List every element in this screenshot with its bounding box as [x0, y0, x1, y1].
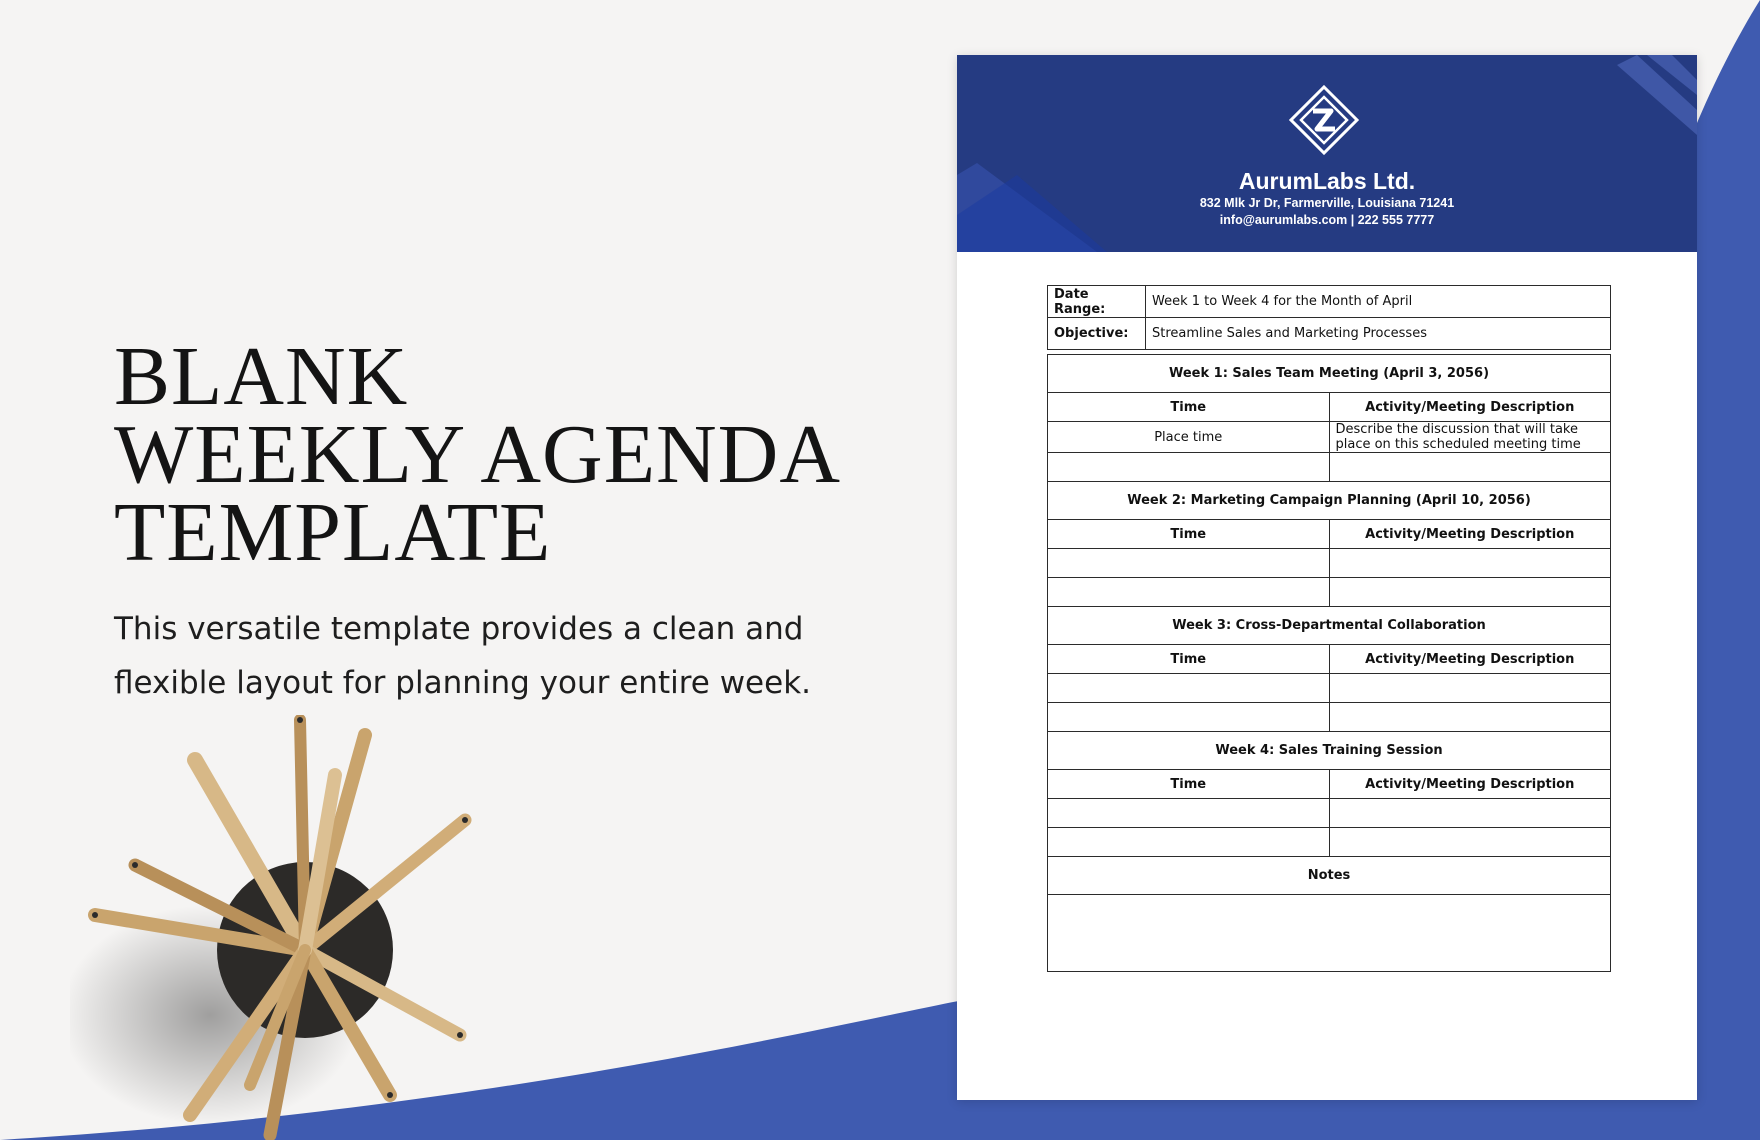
- notes-field: [1048, 895, 1611, 972]
- week-4-column-header: [1048, 770, 1611, 799]
- activity-cell[interactable]: [1329, 703, 1611, 732]
- activity-cell[interactable]: [1329, 549, 1611, 578]
- time-cell[interactable]: [1048, 578, 1330, 607]
- week-3-column-header: [1048, 645, 1611, 674]
- activity-column-header: Activity/Meeting Description: [1329, 520, 1611, 549]
- time-column-header: Time: [1048, 645, 1330, 674]
- hero-title-line-1: BLANK: [114, 330, 409, 423]
- document-header: [957, 55, 1697, 252]
- week-title: Week 4: Sales Training Session: [1048, 732, 1611, 770]
- table-row: [1048, 674, 1611, 703]
- week-2-column-header: [1048, 520, 1611, 549]
- time-cell[interactable]: [1048, 549, 1330, 578]
- week-1-title-row: [1048, 355, 1611, 393]
- time-column-header: Time: [1048, 393, 1330, 422]
- hero-title-line-3: TEMPLATE: [114, 486, 552, 579]
- week-title: Week 1: Sales Team Meeting (April 3, 2056): [1048, 355, 1611, 393]
- date-range-value: Week 1 to Week 4 for the Month of April: [1146, 286, 1611, 318]
- week-3-title-row: [1048, 607, 1611, 645]
- week-2-title-row: [1048, 482, 1611, 520]
- time-column-header: Time: [1048, 770, 1330, 799]
- pencil-cup-image: [70, 715, 490, 1140]
- hero: [114, 330, 874, 710]
- activity-column-header: Activity/Meeting Description: [1329, 770, 1611, 799]
- table-row: [1048, 549, 1611, 578]
- activity-cell[interactable]: [1329, 828, 1611, 857]
- time-cell[interactable]: [1048, 799, 1330, 828]
- table-row: [1048, 828, 1611, 857]
- company-info: [957, 167, 1697, 229]
- notes-label: Notes: [1048, 857, 1611, 895]
- time-column-header: Time: [1048, 520, 1330, 549]
- date-range-row: [1048, 286, 1611, 318]
- activity-cell[interactable]: [1329, 799, 1611, 828]
- objective-label: Objective:: [1048, 318, 1146, 350]
- company-address: 832 Mlk Jr Dr, Farmerville, Louisiana 71241: [1199, 196, 1455, 210]
- table-row: [1048, 799, 1611, 828]
- objective-row: [1048, 318, 1611, 350]
- company-name: AurumLabs Ltd.: [1238, 168, 1416, 194]
- objective-value: Streamline Sales and Marketing Processes: [1146, 318, 1611, 350]
- notes-header-row: [1048, 857, 1611, 895]
- table-row: [1048, 453, 1611, 482]
- activity-cell[interactable]: [1329, 453, 1611, 482]
- agenda-tables: [1047, 285, 1611, 972]
- week-title: Week 3: Cross-Departmental Collaboration: [1048, 607, 1611, 645]
- date-range-label: Date Range:: [1048, 286, 1146, 318]
- notes-row: [1048, 895, 1611, 972]
- week-4-title-row: [1048, 732, 1611, 770]
- time-cell[interactable]: [1048, 453, 1330, 482]
- agenda-document: [957, 55, 1697, 1100]
- table-row: [1048, 703, 1611, 732]
- week-1-column-header: [1048, 393, 1611, 422]
- time-cell[interactable]: [1048, 703, 1330, 732]
- hero-subtitle: This versatile template provides a clean and flexible layout for planning your entire week.: [114, 611, 812, 701]
- time-cell[interactable]: Place time: [1048, 422, 1330, 453]
- hero-title-line-2: WEEKLY AGENDA: [114, 408, 841, 501]
- activity-cell[interactable]: Describe the discussion that will take place on this scheduled meeting time: [1329, 422, 1611, 453]
- hero-title: [114, 330, 874, 579]
- time-cell[interactable]: [1048, 828, 1330, 857]
- table-row: [1048, 422, 1611, 453]
- weekly-schedule-table: [1047, 354, 1611, 972]
- activity-cell[interactable]: [1329, 674, 1611, 703]
- week-title: Week 2: Marketing Campaign Planning (April 10, 2056): [1048, 482, 1611, 520]
- table-row: [1048, 578, 1611, 607]
- time-cell[interactable]: [1048, 674, 1330, 703]
- activity-column-header: Activity/Meeting Description: [1329, 645, 1611, 674]
- activity-column-header: Activity/Meeting Description: [1329, 393, 1611, 422]
- activity-cell[interactable]: [1329, 578, 1611, 607]
- meta-table: [1047, 285, 1611, 350]
- diamond-logo-icon: [1289, 85, 1359, 155]
- company-contact: info@aurumlabs.com | 222 555 7777: [1219, 213, 1435, 227]
